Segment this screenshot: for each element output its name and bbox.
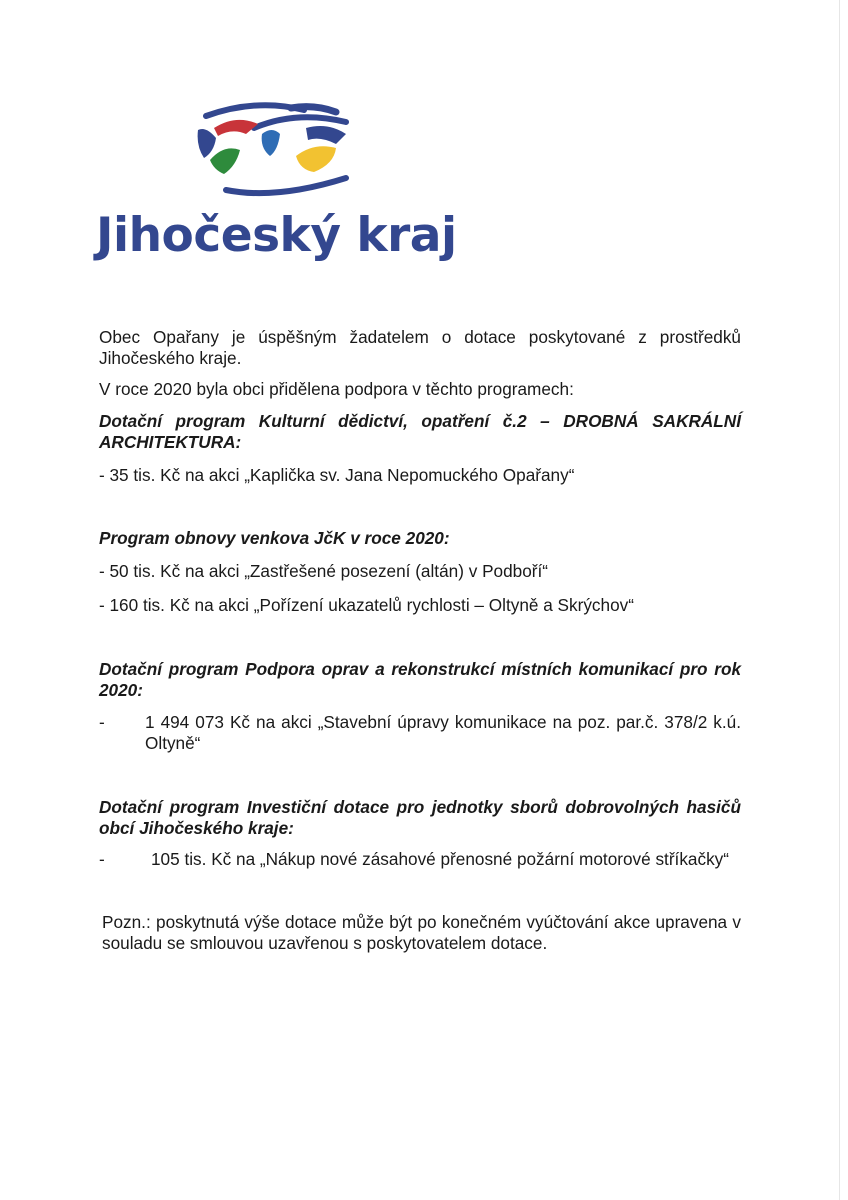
grant-item-text: 1 494 073 Kč na akci „Stavební úpravy komunikace na poz. par.č. 378/2 k.ú. Oltyně“ bbox=[145, 712, 741, 753]
grant-item: - 50 tis. Kč na akci „Zastřešené posezení (altán) v Podboří“ bbox=[99, 561, 548, 581]
intro-paragraph: Obec Opařany je úspěšným žadatelem o dotace poskytované z prostředků Jihočeského kraje. bbox=[99, 327, 741, 368]
section-heading: Dotační program Podpora oprav a rekonstrukcí místních komunikací pro rok 2020: bbox=[99, 659, 741, 700]
footnote: Pozn.: poskytnutá výše dotace může být po konečném vyúčtování akce upravena v souladu se smlouvou uzavřenou s poskytovatelem dotace. bbox=[102, 912, 741, 953]
region-emblem-icon bbox=[196, 100, 406, 200]
list-dash: - bbox=[99, 712, 105, 732]
list-dash: - bbox=[99, 849, 105, 869]
section-heading: Dotační program Investiční dotace pro jednotky sborů dobrovolných hasičů obcí Jihočeského kraje: bbox=[99, 797, 741, 838]
intro-programs-line: V roce 2020 byla obci přidělena podpora v těchto programech: bbox=[99, 379, 574, 399]
page-edge bbox=[839, 0, 840, 1200]
logo-wordmark: Jihočeský kraj bbox=[96, 208, 457, 263]
section-heading: Program obnovy venkova JčK v roce 2020: bbox=[99, 528, 450, 548]
grant-item bbox=[99, 712, 741, 754]
grant-item-text: 105 tis. Kč na „Nákup nové zásahové přenosné požární motorové stříkačky“ bbox=[151, 849, 729, 869]
grant-item bbox=[99, 849, 741, 870]
jihocesky-kraj-logo bbox=[96, 100, 456, 270]
grant-item: - 35 tis. Kč na akci „Kaplička sv. Jana Nepomuckého Opařany“ bbox=[99, 465, 575, 485]
document-body bbox=[99, 327, 741, 954]
section-heading: Dotační program Kulturní dědictví, opatření č.2 – DROBNÁ SAKRÁLNÍ ARCHITEKTURA: bbox=[99, 411, 741, 452]
grant-item: - 160 tis. Kč na akci „Pořízení ukazatelů rychlosti – Oltyně a Skrýchov“ bbox=[99, 595, 634, 615]
